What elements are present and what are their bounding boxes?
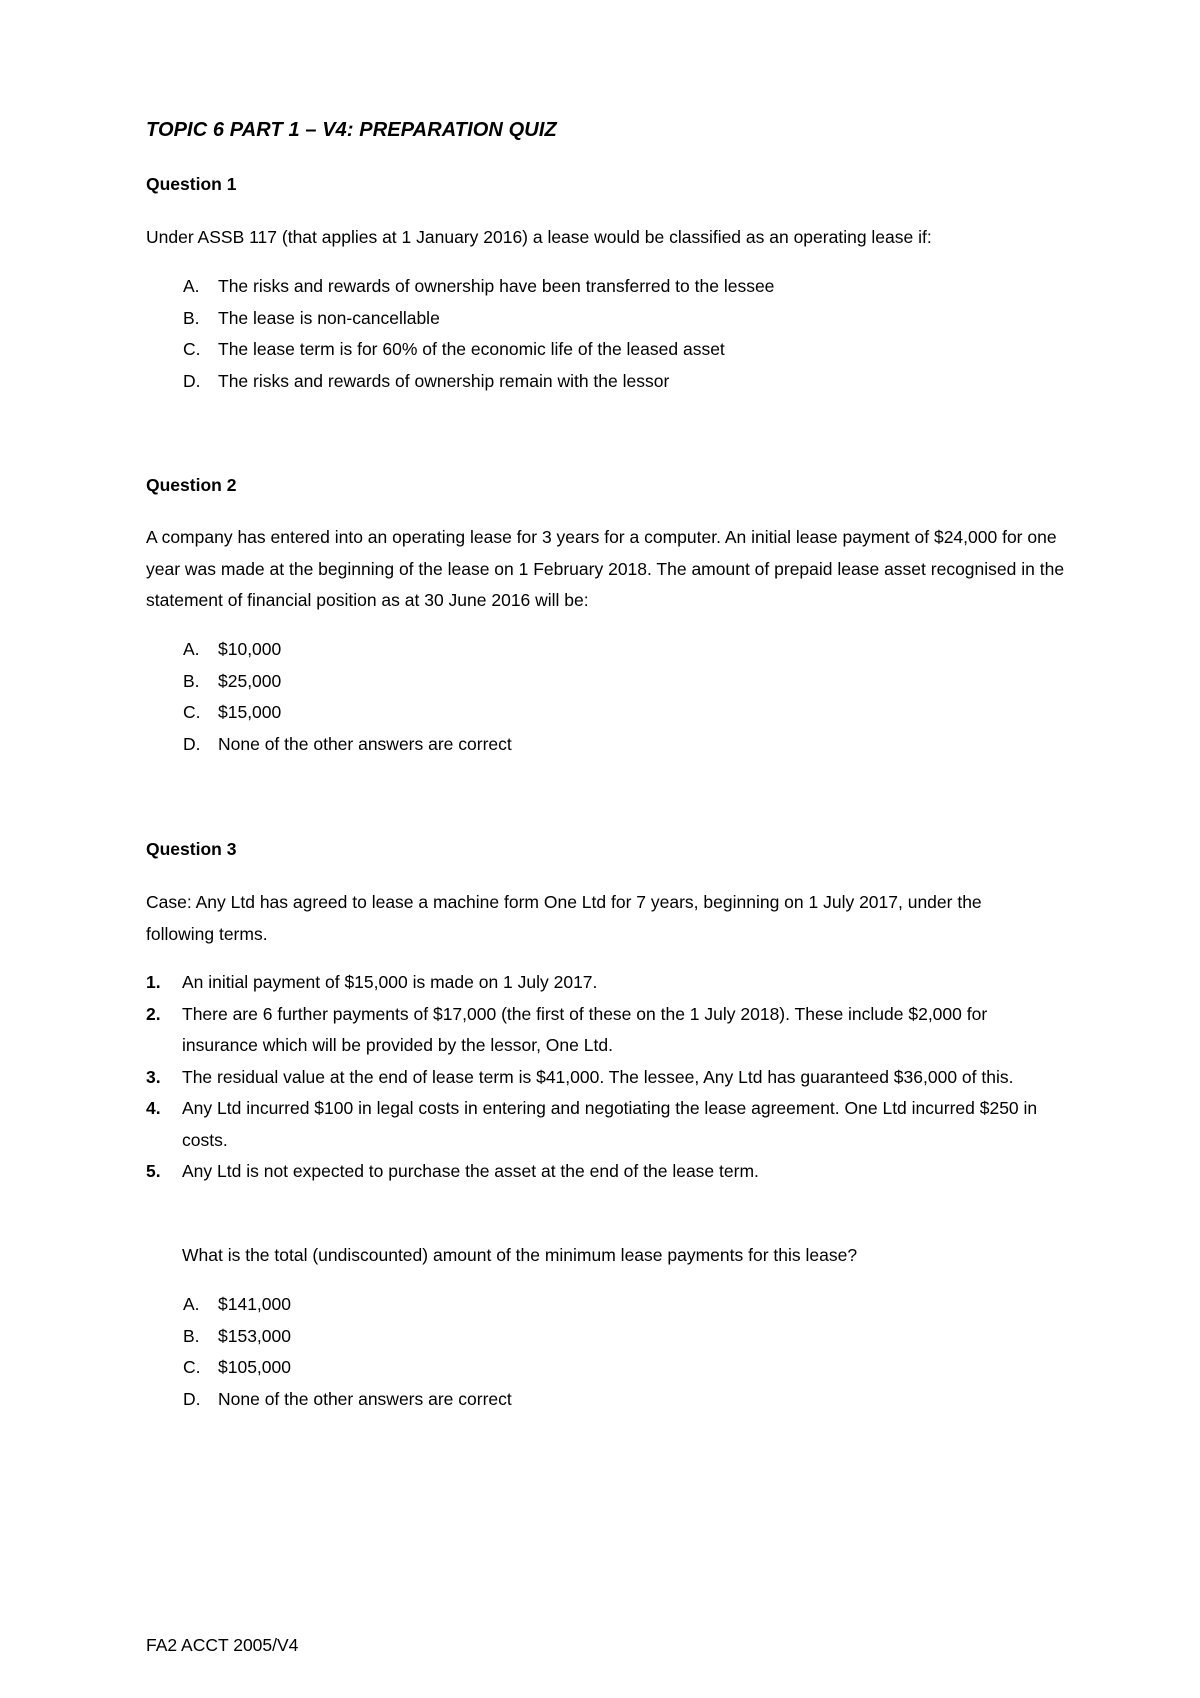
option-text: $25,000	[218, 670, 282, 691]
option-marker: D.	[183, 370, 201, 391]
question-1-heading: Question 1	[146, 174, 237, 194]
option-text: $10,000	[218, 639, 282, 659]
option-marker: A.	[183, 1294, 200, 1314]
question-3-option-a	[0, 1289, 1058, 1321]
option-marker: B.	[183, 670, 200, 691]
question-2-option-c	[0, 697, 1058, 729]
question-1-option-b	[0, 303, 1058, 335]
option-marker: C.	[183, 1357, 201, 1377]
question-3-options	[0, 1289, 1058, 1415]
term-item	[0, 1156, 1062, 1188]
option-marker: B.	[183, 1325, 200, 1346]
question-1-option-c	[0, 334, 1058, 366]
option-marker: C.	[183, 339, 201, 359]
term-marker: 2.	[146, 1003, 161, 1024]
term-marker: 4.	[146, 1098, 161, 1118]
option-text: $15,000	[218, 702, 282, 722]
question-3-heading: Question 3	[146, 839, 237, 859]
option-marker: A.	[183, 276, 200, 296]
question-1-stem: Under ASSB 117 (that applies at 1 January 2016) a lease would be classified as an operating lease if:	[146, 227, 932, 247]
term-text: There are 6 further payments of $17,000 (the first of these on the 1 July 2018). These include $2,000 for insurance which will be provided by the lessor, One Ltd.	[182, 1003, 988, 1055]
question-3-option-c	[0, 1352, 1058, 1384]
option-marker: B.	[183, 307, 200, 328]
term-marker: 1.	[146, 972, 161, 992]
term-item	[0, 1062, 1062, 1094]
page-footer: FA2 ACCT 2005/V4	[146, 1635, 299, 1655]
term-text: The residual value at the end of lease term is $41,000. The lessee, Any Ltd has guaranteed $36,000 of this.	[182, 1066, 1014, 1087]
option-text: $141,000	[218, 1294, 291, 1314]
question-2-option-d	[0, 729, 1058, 761]
question-2-stem: A company has entered into an operating lease for 3 years for a computer. An initial lease payment of $24,000 for one year was made at the beginning of the lease on 1 February 2018. The amount of prepaid lease asset recognised in the statement of financial position as at 30 June 2016 will be:	[146, 527, 1065, 610]
question-2-option-a	[0, 634, 1058, 666]
option-marker: C.	[183, 702, 201, 722]
question-3-prompt: What is the total (undiscounted) amount of the minimum lease payments for this lease?	[182, 1245, 858, 1265]
option-text: None of the other answers are correct	[218, 733, 512, 754]
question-3-stem: Case: Any Ltd has agreed to lease a machine form One Ltd for 7 years, beginning on 1 July 2017, under the following terms.	[146, 892, 982, 944]
option-text: None of the other answers are correct	[218, 1388, 512, 1409]
option-text: $105,000	[218, 1357, 291, 1377]
option-marker: A.	[183, 639, 200, 659]
option-text: The lease term is for 60% of the economic life of the leased asset	[218, 339, 725, 359]
option-text: $153,000	[218, 1325, 291, 1346]
question-1-options	[0, 271, 1058, 397]
question-2-option-b	[0, 666, 1058, 698]
question-2-heading: Question 2	[146, 475, 237, 495]
term-text: An initial payment of $15,000 is made on 1 July 2017.	[182, 972, 598, 992]
question-2-options	[0, 634, 1058, 760]
option-text: The risks and rewards of ownership remain with the lessor	[218, 370, 670, 391]
term-text: Any Ltd is not expected to purchase the asset at the end of the lease term.	[182, 1161, 759, 1181]
question-3-terms	[0, 967, 1062, 1188]
term-item	[0, 999, 1062, 1062]
page-title: TOPIC 6 PART 1 – V4: PREPARATION QUIZ	[146, 119, 557, 141]
term-item	[0, 967, 1062, 999]
question-1-option-a	[0, 271, 1058, 303]
option-text: The risks and rewards of ownership have been transferred to the lessee	[218, 276, 775, 296]
term-marker: 5.	[146, 1161, 161, 1181]
term-text: Any Ltd incurred $100 in legal costs in entering and negotiating the lease agreement. One Ltd incurred $250 in costs.	[182, 1098, 1038, 1150]
option-marker: D.	[183, 1388, 201, 1409]
option-text: The lease is non-cancellable	[218, 307, 440, 328]
term-item	[0, 1093, 1062, 1156]
question-1-option-d	[0, 366, 1058, 398]
option-marker: D.	[183, 733, 201, 754]
question-3-option-d	[0, 1384, 1058, 1416]
term-marker: 3.	[146, 1066, 161, 1087]
question-3-option-b	[0, 1321, 1058, 1353]
